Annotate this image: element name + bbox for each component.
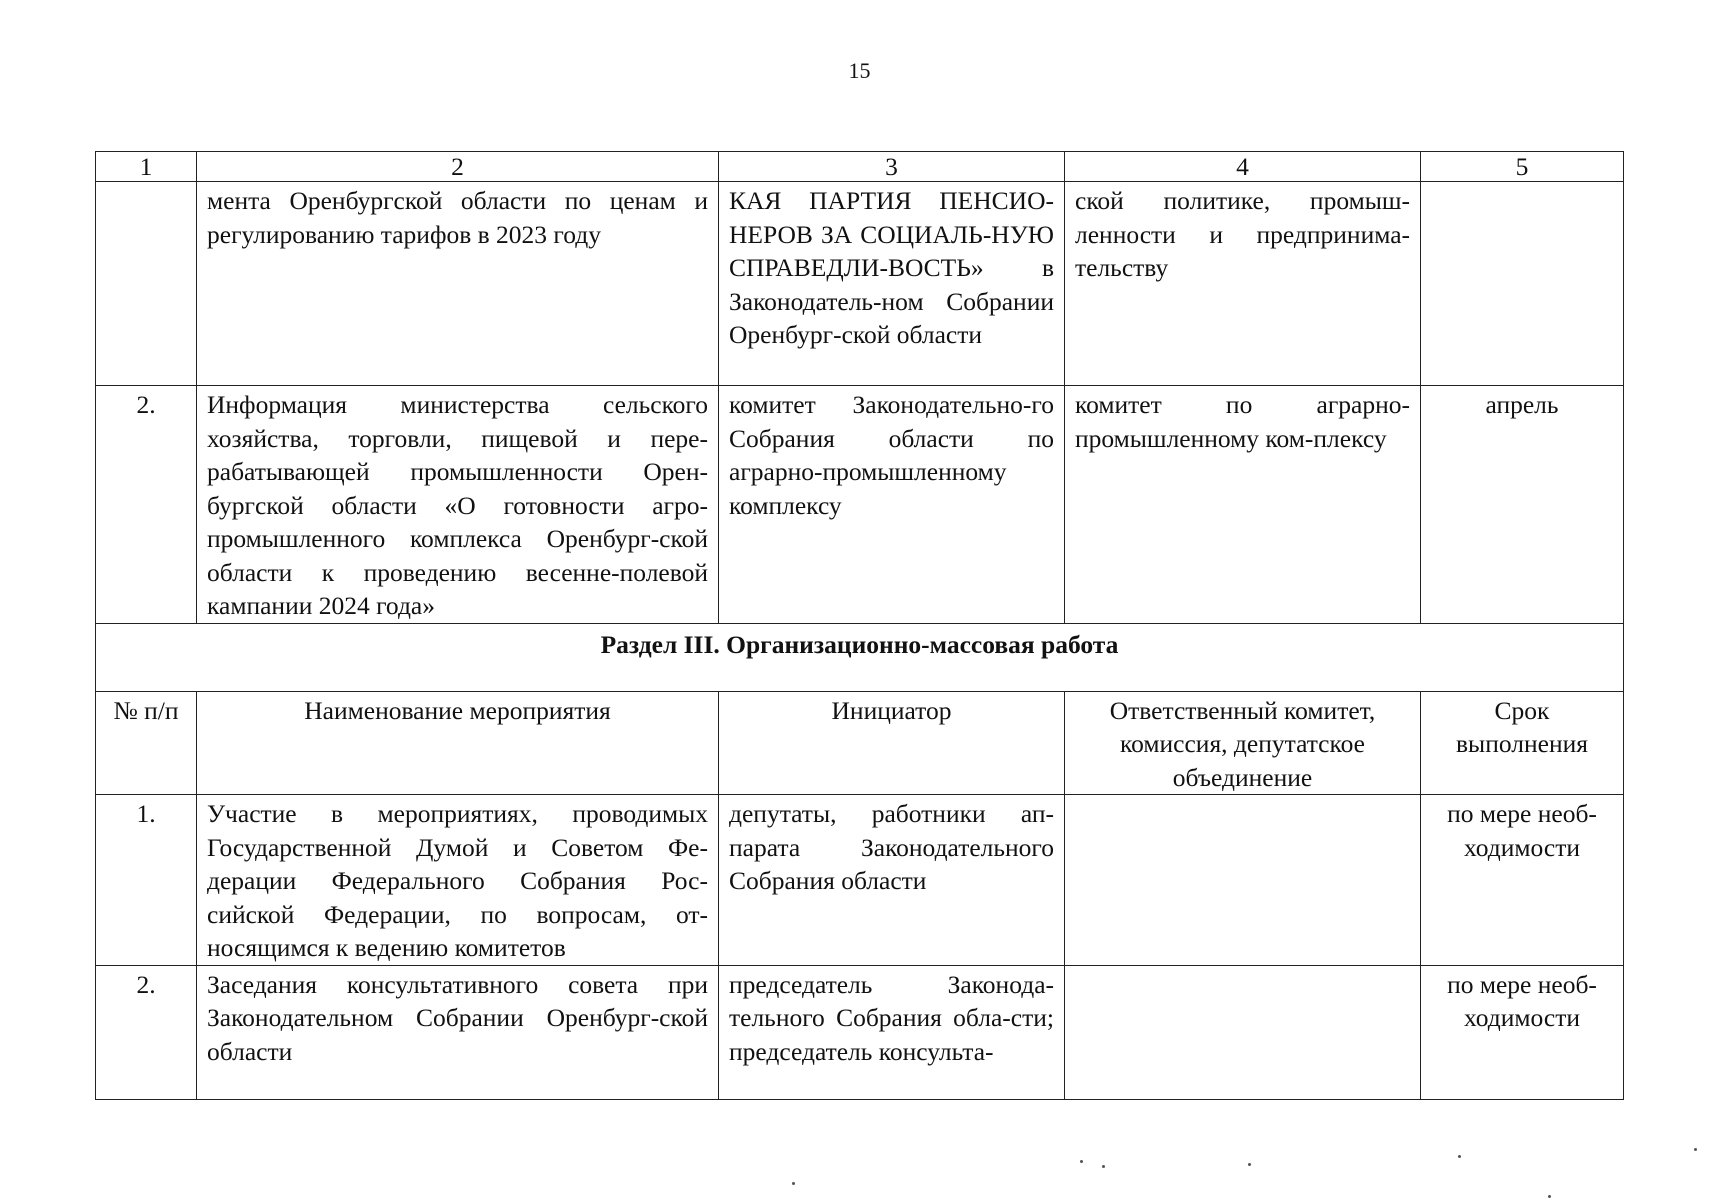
responsible: комитет по аграрно-промышленному ком-плексу xyxy=(1065,386,1421,624)
initiator: КАЯ ПАРТИЯ ПЕНСИО-НЕРОВ ЗА СОЦИАЛЬ-НУЮ СПРАВЕДЛИ-ВОСТЬ» в Законодатель-ном Собрании Оренбург-ской области xyxy=(719,182,1065,386)
table-row xyxy=(96,965,1624,1099)
term: по мере необ-ходимости xyxy=(1421,795,1624,966)
header-responsible: Ответственный комитет, комиссия, депутатское объединение xyxy=(1065,691,1421,795)
responsible: ской политике, промыш-ленности и предпринима-тельству xyxy=(1065,182,1421,386)
initiator: комитет Законодательно-го Собрания области по аграрно-промышленному комплексу xyxy=(719,386,1065,624)
column-header-row xyxy=(96,691,1624,795)
column-number-1: 1 xyxy=(96,152,197,182)
scan-speck xyxy=(1548,1195,1551,1198)
column-number-5: 5 xyxy=(1421,152,1624,182)
scan-speck xyxy=(1458,1155,1461,1158)
event-name: мента Оренбургской области по ценам и регулированию тарифов в 2023 году xyxy=(197,182,719,386)
initiator: председатель Законода-тельного Собрания обла-сти; председатель консульта- xyxy=(719,965,1065,1099)
scan-speck xyxy=(1102,1165,1105,1168)
header-number: № п/п xyxy=(96,691,197,795)
scan-speck xyxy=(792,1182,795,1185)
responsible xyxy=(1065,795,1421,966)
initiator: депутаты, работники ап-парата Законодательного Собрания области xyxy=(719,795,1065,966)
term: по мере необ-ходимости xyxy=(1421,965,1624,1099)
term: апрель xyxy=(1421,386,1624,624)
column-number-4: 4 xyxy=(1065,152,1421,182)
column-number-row xyxy=(96,152,1624,182)
event-name: Заседания консультативного совета при Законодательном Собрании Оренбург-ской области xyxy=(197,965,719,1099)
event-name: Участие в мероприятиях, проводимых Государственной Думой и Советом Фе-дерации Федерального Собрания Рос-сийской Федерации, по вопросам, от-носящимся к ведению комитетов xyxy=(197,795,719,966)
responsible xyxy=(1065,965,1421,1099)
page-number: 15 xyxy=(848,58,871,83)
table-row xyxy=(96,795,1624,966)
scan-speck xyxy=(1248,1163,1251,1166)
row-number xyxy=(96,182,197,386)
table-row xyxy=(96,182,1624,386)
term xyxy=(1421,182,1624,386)
row-number: 2. xyxy=(96,965,197,1099)
column-number-3: 3 xyxy=(719,152,1065,182)
event-name: Информация министерства сельского хозяйства, торговли, пищевой и пере-рабатывающей промышленности Орен-бургской области «О готовности агро-промышленного комплекса Оренбург-ской области к проведению весенне-полевой кампании 2024 года» xyxy=(197,386,719,624)
scan-speck xyxy=(1694,1148,1697,1151)
section-heading-row xyxy=(96,623,1624,691)
row-number: 1. xyxy=(96,795,197,966)
header-term: Срок выполнения xyxy=(1421,691,1624,795)
column-number-2: 2 xyxy=(197,152,719,182)
row-number: 2. xyxy=(96,386,197,624)
section-title: Раздел III. Организационно-массовая работа xyxy=(96,623,1624,691)
header-initiator: Инициатор xyxy=(719,691,1065,795)
table-row xyxy=(96,386,1624,624)
scan-speck xyxy=(1080,1160,1083,1163)
work-plan-table xyxy=(95,151,1624,1100)
header-event-name: Наименование мероприятия xyxy=(197,691,719,795)
